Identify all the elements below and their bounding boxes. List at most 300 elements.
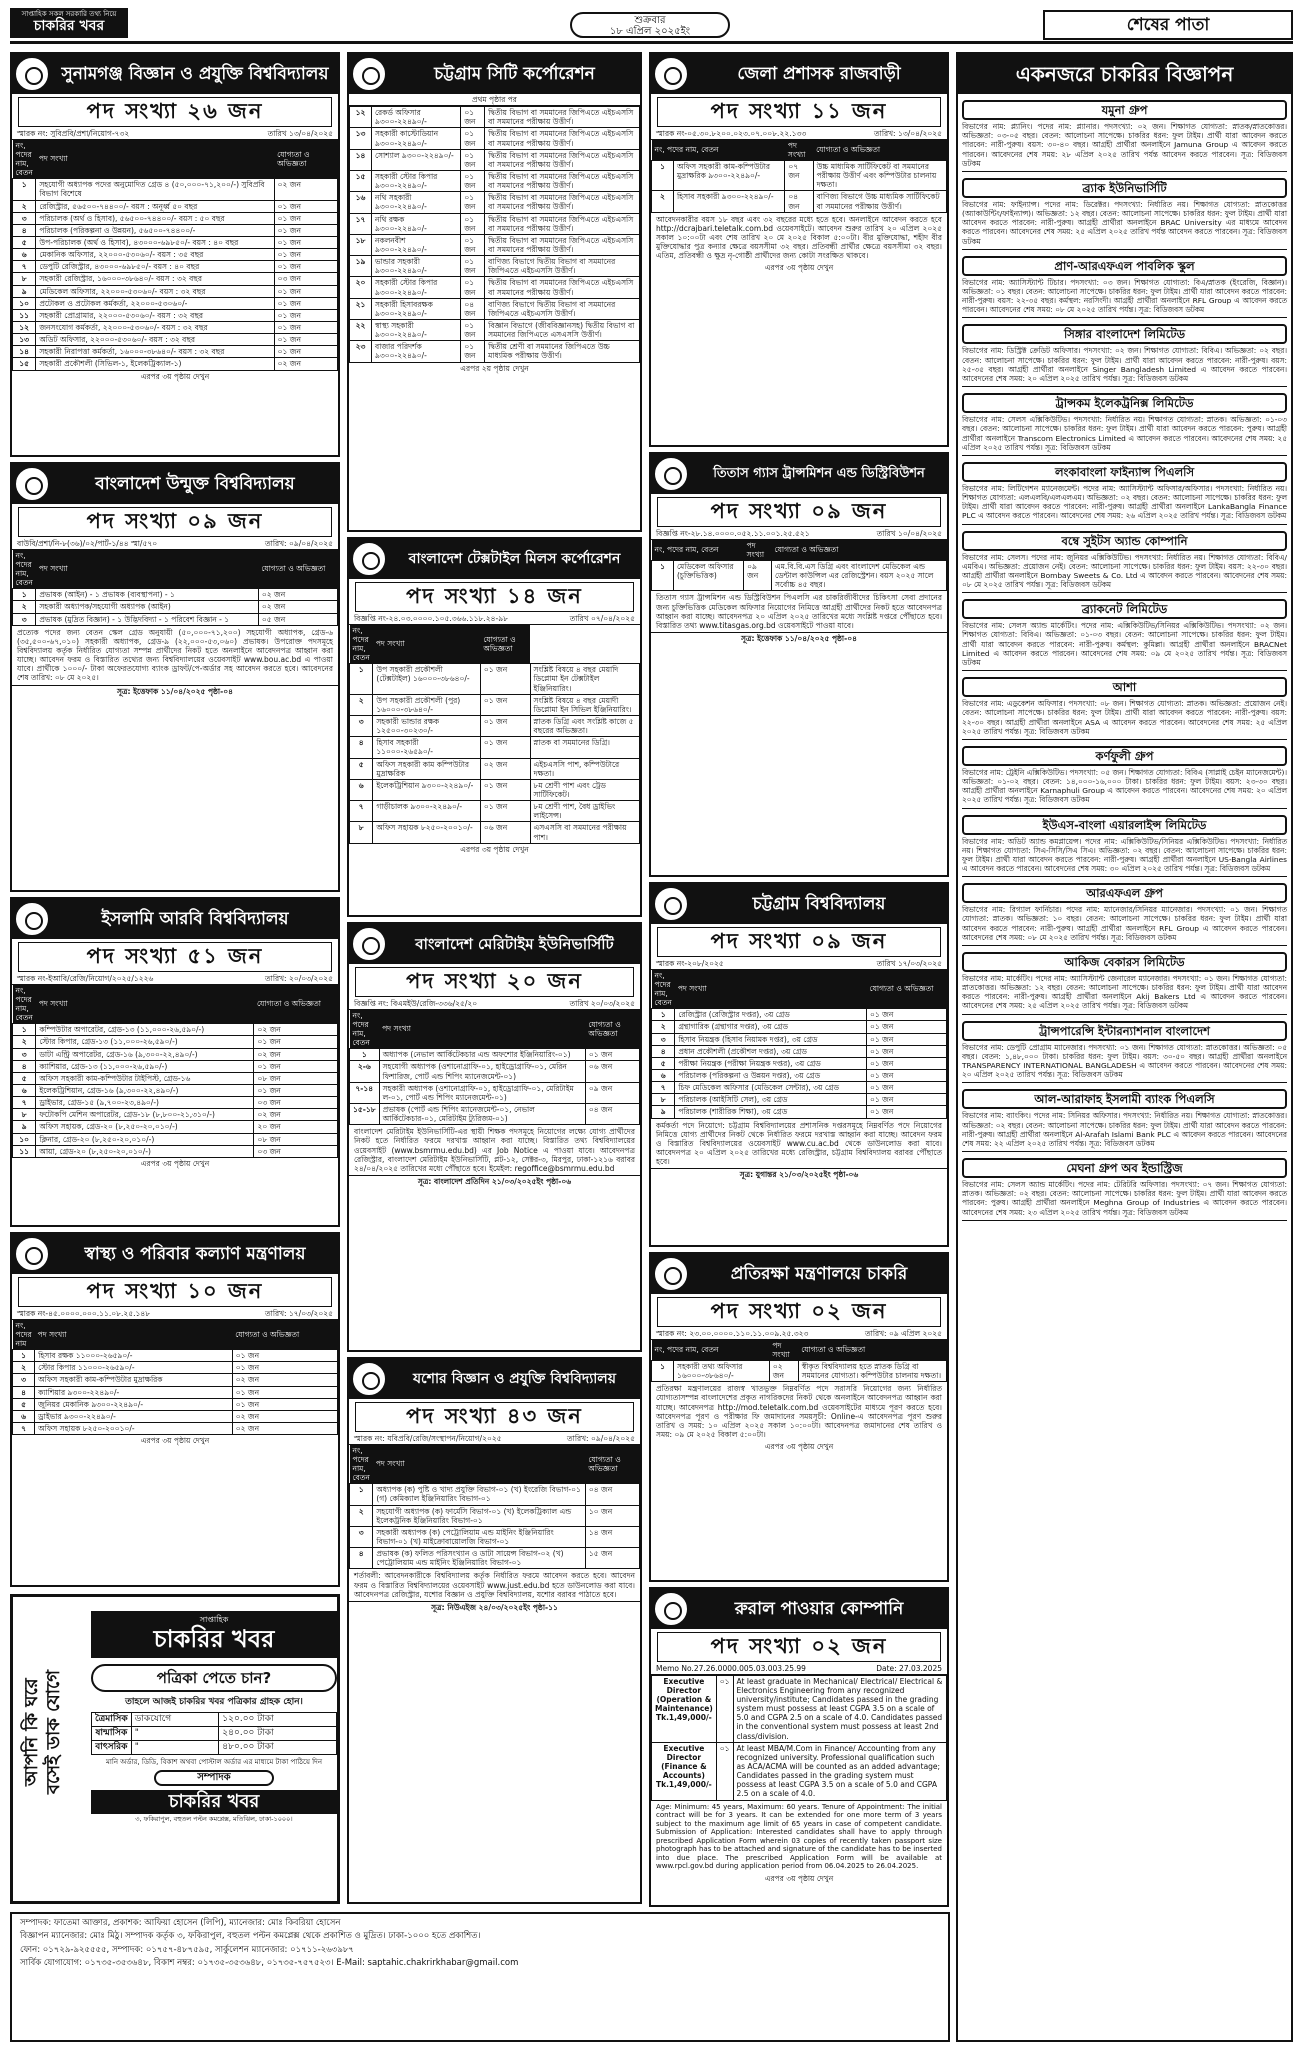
table-row — [652, 1045, 947, 1057]
company-listing — [962, 599, 1287, 671]
ad-title: ইসলামি আরবি বিশ্ববিদ্যালয় — [12, 899, 338, 939]
table-cell: পরিচালক (অর্থ ও হিসাব), ৫৬৫০০-৭৪৪০০/- বয়স : ৫০ বছর — [36, 212, 274, 224]
table-cell: ০১ জন — [585, 1049, 639, 1061]
source-note: সূত্র: নিউএইজ ২৪/০৩/২০২৫ইং পৃষ্ঠা-১১ — [349, 1601, 640, 1613]
table-row — [652, 1082, 947, 1094]
table-cell: ১৯ — [350, 256, 372, 277]
ad-right-column — [956, 52, 1293, 2042]
table-cell: ৭ — [13, 261, 36, 273]
government-seal-icon — [16, 1238, 48, 1270]
company-name: যমুনা গ্রুপ — [962, 100, 1287, 120]
company-name: আশা — [962, 677, 1287, 697]
table-cell: সহকারী প্রকৌশলী (সিভিল-১, ইলেকট্রিক্যাল-১) — [36, 358, 274, 370]
table-cell: ২০ জন — [254, 1121, 338, 1133]
table-row — [652, 561, 947, 591]
table-cell: স্টোর কিপার, গ্রেড-১৩ (১১,০০০-২৬,৫৯০/-) — [36, 1036, 254, 1048]
ref-line: স্মারক নং: সুবিপ্রবি/প্রশা/নিয়োগ-৭৩২ তারিখ ১৩/০৪/২০২৫ — [12, 128, 338, 140]
table-cell: সহকারী তথ্য অফিসার ১৬০০০-৩৮৬৪০/- — [674, 1361, 770, 1382]
table-cell: নথি রক্ষক ৯৩০০-২২৪৯০/- — [372, 213, 461, 234]
table-cell: ০১ জন — [867, 1045, 947, 1057]
table-cell: ০১ জন — [274, 285, 337, 297]
table-cell: রেকর্ড অফিসার ৯৩০০-২২৪৯০/- — [372, 107, 461, 128]
table-cell: ১০ — [13, 297, 36, 309]
masthead-tagline: সাপ্তাহিক সকল সরকারি তথ্য নিয়ে — [21, 10, 117, 18]
table-cell: প্রভাষক (ক) ফলিত পরিসংখ্যান ও ডাটা সায়েন্স বিভাগ-০২ (খ) পেট্রোলিয়াম এন্ড মাইনিং ইঞ্জিনিয়ারিং বিভাগ-০১ — [373, 1548, 586, 1569]
company-listing — [962, 1158, 1287, 1221]
university-seal-icon — [16, 903, 48, 935]
ad-btmc — [347, 537, 642, 917]
company-name: ইউএস-বাংলা এয়ারলাইন্স লিমিটেড — [962, 815, 1287, 835]
ad-body: Age: Minimum: 45 years, Maximum: 60 years. Tenure of Appointment: The initial contract will be for 3 years. It can be extended for one more term of 3 years subject to the maximum age limit of 65 years in case of competent candidate. Submission of Application: Interested candidates shall have to apply through prescribed Application Form wherein 03 copies of recently taken passport size photograph has to be attached and signature of the candidate has to be inserted into due place. The prescribed Application Form will be available at www.rpcl.gov.bd during application period from 06.04.2025 to 26.04.2025. — [656, 1802, 942, 1871]
company-name: সিঙ্গার বাংলাদেশ লিমিটেড — [962, 324, 1287, 344]
table-cell: ০১ — [716, 1675, 733, 1742]
ad-cu — [649, 882, 949, 1247]
company-seal-icon — [655, 458, 687, 490]
table-cell: ০২ জন — [480, 758, 530, 779]
table-cell: ৫ — [652, 1057, 675, 1069]
table-cell: ১১ — [13, 309, 36, 321]
table-cell: ০১ জন — [867, 1009, 947, 1021]
ad-rajbari — [649, 52, 949, 447]
table-row — [350, 694, 640, 715]
table-cell: ৮ম শ্রেণী পাশ, বৈধ ড্রাইভিং লাইসেন্স। — [530, 801, 640, 822]
table-cell: ০১ জন — [274, 297, 337, 309]
table-row — [652, 1361, 947, 1382]
table-cell: ৪ — [13, 1386, 35, 1398]
company-name: আকিজ বেকারস লিমিটেড — [962, 952, 1287, 972]
table-cell: উপ সহকারী প্রকৌশলী (পুর) ১৬০০০-৩৮৬৪০/- — [373, 694, 481, 715]
ref-line: স্মারক নং: ২৩.০০.০০০০.১১০.১১.০০৯.২৫.৩২৩ তারিখ: ০৯ এপ্রিল ২০২৫ — [651, 1328, 947, 1340]
table-cell: ক্যাশিয়ার ৯৩০০-২২৪৯০/- — [35, 1386, 233, 1398]
table-cell: সহকারী কাস্টোডিয়ান ৯৩০০-২২৪৯০/- — [372, 128, 461, 149]
issue-date — [570, 12, 730, 38]
table-row — [350, 737, 640, 758]
table-cell: পরীক্ষা নিয়ন্ত্রক (পরীক্ষা নিয়ন্ত্রক দপ্তর), ৩য় গ্রেড — [675, 1057, 867, 1069]
table-cell: ৮ — [350, 822, 373, 843]
table-cell: বাণিজ্য বিভাগে উচ্চ মাধ্যমিক সার্টিফিকেট বা সমমানের পরীক্ষায় উত্তীর্ণ। — [813, 191, 946, 212]
post-table — [651, 1675, 947, 1801]
table-cell: দ্বিতীয় বিভাগ বা সমমানের জিপিএতে এইচএসসি বা সমমানের পরীক্ষায় উত্তীর্ণ। — [485, 170, 640, 191]
table-cell: পরিচালক (পরিকল্পনা ও উন্নয়ন দপ্তর), ৩য় গ্রেড — [675, 1070, 867, 1082]
continued-note: এরপর ৩য় পৃষ্ঠায় দেখুন — [764, 263, 834, 273]
table-cell: ৬ — [13, 1085, 36, 1097]
ad-title: চট্টগ্রাম সিটি কর্পোরেশন — [349, 54, 640, 94]
table-cell: ০১ জন — [461, 149, 485, 170]
table-cell: ০৪ জন — [461, 298, 485, 319]
table-row — [652, 1742, 947, 1800]
table-cell: ০২ জন — [274, 358, 337, 370]
table-cell: প্রটোকল ও প্রটোকল কর্মকর্তা, ২২০০০-৫৩০৬০/- — [36, 297, 274, 309]
table-cell: ১ — [13, 179, 36, 200]
table-row — [350, 1526, 640, 1547]
table-row — [13, 1410, 338, 1422]
table-cell: ৬ — [652, 1070, 675, 1082]
table-row — [13, 261, 338, 273]
imprint-line: বিজ্ঞাপন ম্যানেজার: মোঃ মিঠু। সম্পাদক কর্তৃক ৩, ফকিরাপুল, বহুতল পল্টন কমপ্লেক্স থেকে প্রকাশিত ও মুদ্রিত। ঢাকা-১০০০ হতে প্রকাশিত। — [20, 1931, 481, 1942]
table-cell: ১৬ — [350, 192, 372, 213]
company-listing — [962, 531, 1287, 594]
company-details: বিভাগের নাম: ট্রেইনি এক্সিকিউটিভ। পদসংখ্যা: ০৫ জন। শিক্ষাগত যোগ্যতা: বিবিএ (সাপ্লাই চেইন ম্যানেজমেন্ট)। অভিজ্ঞতা: ০১-০২ বছর। বেতন: ১৪,০০০-১৬,০০০ টাকা। চাকরির ধরন: ফুল টাইম। বয়স: ২৩-৩০ বছর। আগ্রহী প্রার্থীরা অনলাইনে Karnaphuli Group এ আবেদন করতে পারবেন। আবেদনের শেষ সময়: ২০ এপ্রিল ২০২৫ তারিখ পর্যন্ত। সূত্র: বিডিজবস ডটকম — [962, 767, 1287, 805]
table-row — [13, 237, 338, 249]
table-cell: ০১ জন — [867, 1033, 947, 1045]
ad-body: শর্তাবলী: আবেদনকারীকে বিশ্ববিদ্যালয় কর্তৃক নির্ধারিত ফরমে আবেদন করতে হবে। আবেদন ফরম ও বিস্তারিত বিশ্ববিদ্যালয়ের ওয়েবসাইট www.just.edu.bd হতে ডাউনলোড করা যাবে। আবেদনপত্র রেজিস্ট্রার, যশোর বিজ্ঞান ও প্রযুক্তি বিশ্ববিদ্যালয়, যশোর বরাবর পাঠাতে হবে। — [354, 1571, 635, 1599]
post-table: নং, পদের নাম, বেতন পদ সংখ্যা যোগ্যতা ও অভিজ্ঞতা ১ প্রভাষক (আইন) - ১ প্রভাষক (ব্যবস্থাপনা) - ১ ০২ জন ২ সহকারী অধ্যাপক/সহযোগী অধ্যাপক (আইন) ০২ জন ৩ প্রভাষক (মুদ্রিত বিজ্ঞান) - ১ উদ্ভিদবিদ্যা - ১ পরিবেশ বিজ্ঞান - ১ ০৫ জন — [12, 550, 338, 626]
post-table: নং, পদের নাম, বেতন পদ সংখ্যা যোগ্যতা ও অভিজ্ঞতা ১ সহযোগী অধ্যাপক পদের অনুমোদিত গ্রেড ৪ (৫০,০০০-৭১,২০০/-) সুবিপ্রবি বিভাগ বিশেষে ০২ জন ২ রেজিস্ট্রার, ৫৬৫০০-৭৪৪০০/- বয়স : অনূর্ধ্ব ৫০ বছর ০১ জন ৩ পরিচালক (অর্থ ও হিসাব), ৫৬৫০০-৭৪৪০০/- বয়স : ৫০ বছর ০১ জন ৪ পরিচালক (পরিকল্পনা ও উন্নয়ন), ৫৬৫০০-৭৪৪০০/- ০১ জন ৫ উপ-পরিচালক (অর্থ ও হিসাব), ৪৩০০০-৬৯৮৫০/- বয়স : ৪০ বছর ০১ জন ৬ মেকানিক অফিসার, ২২০০০-৫৩০৬০/- বয়স : ৩৫ বছর ০১ জন ৭ ডেপুটি রেজিস্ট্রার, ৪৩০০০-৬৯৮৫০/- বয়স : ৪০ বছর ০১ জন ৮ সহকারী রেজিস্ট্রার, ১৬০০০-৩৮৬৪০/- বয়স : ৩২ বছর ০৩ জন ৯ মেডিকেল অফিসার, ২২০০০-৫৩০৬০/- বয়স : ৩২ বছর ০১ জন ১০ প্রটোকল ও প্রটোকল কর্মকর্তা, ২২০০০-৫৩০৬০/- ০১ জন ১১ সহকারী প্রোগ্রামার, ২২০০০-৫৩০৬০/- বয়স : ৩২ বছর ০১ জন ১২ জনসংযোগ কর্মকর্তা, ২২০০০-৫৩০৬০/- বয়স : ৩২ বছর ০১ জন ১৩ অডিট অফিসার, ২২০০০-৫৩০৬০/- বয়স : ৩২ বছর ০১ জন ১৪ সহকারী নিরাপত্তা কর্মকর্তা, ১৬০০০-৩৮৬৪০/- বয়স : ৩২ বছর ০১ জন ১৫ সহকারী প্রকৌশলী (সিভিল-১, ইলেকট্রিক্যাল-১) ০২ জন — [12, 140, 338, 371]
company-details: বিভাগের নাম: সেলস। পদের নাম: জুনিয়র এক্সিকিউটিভ। পদসংখ্যা: নির্ধারিত নয়। শিক্ষাগত যোগ্যতা: বিবিএ/এমবিএ। অভিজ্ঞতা: প্রয়োজন নেই। বেতন: আলোচনা সাপেক্ষে। চাকরির ধরন: ফুল টাইম। বয়স: ২২-৩০ বছর। আগ্রহী প্রার্থীরা অনলাইনে Bombay Sweets & Co. Ltd এ আবেদন করতে পারবেন। আবেদনের শেষ সময়: ০৮ মে ২০২৫ তারিখ পর্যন্ত। সূত্র: বিডিজবস ডটকম — [962, 552, 1287, 590]
table-cell: ৮ — [13, 273, 36, 285]
subscription-ad — [10, 1594, 340, 1904]
table-row — [13, 1036, 338, 1048]
table-cell: নথি সহকারী ৯৩০০-২২৪৯০/- — [372, 192, 461, 213]
table-cell: ৯ — [13, 1121, 36, 1133]
source-note: সূত্র: বাংলাদেশ প্রতিদিন ২১/০৩/২০২৫ইং পৃষ্ঠা-০৬ — [349, 1175, 640, 1187]
table-cell: ০১ জন — [461, 256, 485, 277]
table-cell: ০১ জন — [461, 128, 485, 149]
table-row — [350, 1104, 640, 1125]
table-cell: সহকারী অধ্যাপক (ক) পেট্রোলিয়াম এন্ড মাইনিং ইঞ্জিনিয়ারিং বিভাগ-০১ (খ) মাইক্রোবায়োলজি বিভাগ-০১ — [373, 1526, 586, 1547]
table-cell: ডাকযোগে — [131, 1713, 219, 1727]
table-cell: ১২ — [13, 322, 36, 334]
table-cell: ২ — [13, 601, 36, 613]
table-cell: ৫ — [350, 758, 373, 779]
table-cell: ১ — [13, 1024, 36, 1036]
company-listing — [962, 815, 1287, 878]
ad-title: রুরাল পাওয়ার কোম্পানি — [651, 1589, 947, 1629]
subscription-slogan: আপনি কি ঘরে বসেই ডাক যোগে — [21, 1669, 64, 1795]
table-cell: ২ — [652, 1021, 675, 1033]
table-row — [350, 1505, 640, 1526]
table-cell: ০৯ জন — [585, 1082, 639, 1103]
table-cell: ০২ জন — [254, 1048, 338, 1060]
post-count: পদ সংখ্যা ২৬ জন — [18, 97, 332, 127]
table-cell: ড্রাইভার, গ্রেড-১৫ (৯,৭০০-২৩,৪৯০/-) — [36, 1097, 254, 1109]
table-cell: ১৫ — [13, 358, 36, 370]
table-row — [350, 341, 640, 362]
table-row — [652, 1021, 947, 1033]
table-row — [13, 1121, 338, 1133]
table-cell: ০১ জন — [274, 261, 337, 273]
table-cell: অডিট অফিসার, ২২০০০-৫৩০৬০/- বয়স : ৩২ বছর — [36, 334, 274, 346]
table-cell: অফিস সহায়ক ৮২৫০-২০০১০/- — [35, 1423, 233, 1435]
table-cell: ১ — [13, 589, 36, 601]
company-name: ব্র্যাক ইউনিভার্সিটি — [962, 178, 1287, 198]
table-row — [13, 1374, 338, 1386]
table-cell: বাণিজ্য বিভাগে দ্বিতীয় বিভাগ বা সমমানের জিপিএতে এইচএসসি উত্তীর্ণ। — [485, 298, 640, 319]
table-cell: ০১ জন — [274, 212, 337, 224]
table-row — [652, 1070, 947, 1082]
table-cell: ০৯ জন — [744, 561, 772, 591]
ad-title: চট্টগ্রাম বিশ্ববিদ্যালয় — [651, 884, 947, 924]
table-cell: ডাটা এন্ট্রি অপারেটর, গ্রেড-১৬ (৯,৩০০-২২,৪৯০/-) — [36, 1048, 254, 1060]
ad-body: কর্মকর্তা পদে নিয়োগে: চট্টগ্রাম বিশ্ববিদ্যালয়ের প্রশাসনিক দপ্তরসমূহে নিম্নবর্ণিত পদে নিয়োগের নিমিত্তে যোগ্য প্রার্থীদের নিকট থেকে নির্ধারিত ফরমে দরখাস্ত আহ্বান করা যাচ্ছে। আবেদন ফরম ও বিস্তারিত বিশ্ববিদ্যালয়ের ওয়েবসাইট www.cu.ac.bd থেকে ডাউনলোড করা যাবে। আবেদনপত্র ২০ এপ্রিল ২০২৫ তারিখের মধ্যে রেজিস্ট্রার, চট্টগ্রাম বিশ্ববিদ্যালয় বরাবর পৌঁছাতে হবে। — [656, 1120, 942, 1167]
table-cell: ৩ — [13, 212, 36, 224]
ref-line: বিজ্ঞপ্তি নং-২৪.০৩.০০০০.১০৫.৩৬৬.১১৮.২৪-৯৮ তারিখ ০৭/০৪/২০২৫ — [349, 613, 640, 625]
company-listing — [962, 1089, 1287, 1152]
table-cell: ০১ জন — [232, 1386, 337, 1398]
ref-line: বাউবি/প্রশা/নি-৮(৩৬)/০২/পার্ট-১/৪৪ স্মা/৫৭০ তারিখ: ০৯/০৪/২০২৫ — [12, 538, 338, 550]
table-cell: ০৪ জন — [585, 1104, 639, 1125]
table-cell: ০১ জন — [867, 1070, 947, 1082]
table-cell: সহকারী ভান্ডার রক্ষক ১২৫০০-৩০২৩০/- — [373, 716, 481, 737]
table-cell: ৭ — [652, 1082, 675, 1094]
ad-title: যশোর বিজ্ঞান ও প্রযুক্তি বিশ্ববিদ্যালয় — [349, 1359, 640, 1399]
university-seal-icon — [655, 888, 687, 920]
table-cell: ০৭ জন — [785, 161, 813, 191]
right-column-title: একনজরে চাকরির বিজ্ঞাপন — [958, 54, 1291, 94]
company-listing — [962, 1021, 1287, 1084]
table-row — [13, 1398, 338, 1410]
table-row — [350, 758, 640, 779]
table-cell: ০৪ জন — [785, 191, 813, 212]
table-row — [13, 200, 338, 212]
table-row — [13, 334, 338, 346]
table-cell: ০১ জন — [461, 192, 485, 213]
table-cell: হিসাব সহকারী ৯৩০০-২২৪৯০/- — [674, 191, 785, 212]
table-cell: ০১ জন — [867, 1082, 947, 1094]
ad-title: বাংলাদেশ টেক্সটাইল মিলস কর্পোরেশন — [349, 539, 640, 579]
company-details: বিভাগের নাম: সেলস অ্যান্ড মার্কেটিং। পদের নাম: টেরিটরি অফিসার। পদসংখ্যা: ০৭ জন। শিক্ষাগত যোগ্যতা: স্নাতক। অভিজ্ঞতা: ০২ বছর। বেতন: আলোচনা সাপেক্ষে। চাকরির ধরন: ফুল টাইম। প্রার্থী যারা আবেদন করতে পারবেন: পুরুষ। আগ্রহী প্রার্থীরা অনলাইনে Meghna Group of Industries এ আবেদন করতে পারবেন। আবেদনের শেষ সময়: ২৩ এপ্রিল ২০২৫ তারিখ পর্যন্ত। সূত্র: বিডিজবস ডটকম — [962, 1180, 1287, 1217]
table-cell: ১৪ — [350, 149, 372, 170]
table-row — [652, 161, 947, 191]
table-cell: প্রধান প্রকৌশলী (প্রকৌশল দপ্তর), ৩য় গ্রেড — [675, 1045, 867, 1057]
table-cell: " — [131, 1727, 219, 1741]
table-cell: Executive Director (Finance & Accounts) Tk.1,49,000/- — [652, 1742, 717, 1800]
table-cell: ০১ জন — [232, 1362, 337, 1374]
table-cell: ২ — [350, 1505, 373, 1526]
table-row — [652, 1009, 947, 1021]
table-cell: ০১ জন — [867, 1057, 947, 1069]
table-cell: ০১ জন — [461, 341, 485, 362]
table-cell: ০৫ জন — [258, 613, 337, 625]
table-cell: ইলেকট্রিশিয়ান ৯৩০০-২২৪৯০/- — [373, 779, 481, 800]
post-table: নং, পদের নাম, বেতন পদ সংখ্যা যোগ্যতা ও অভিজ্ঞতা ১ অধ্যাপক (নেভাল আর্কিটেকচার এন্ড অফশোর ইঞ্জিনিয়ারিং-০১) ০১ জন ২-৬ সহযোগী অধ্যাপক (ওশানোগ্রাফি-০১, হাইড্রোগ্রাফি-০১, মেরিন ফিশারিজ, পোর্ট এন্ড শিপিং ম্যানেজমেন্ট-০১) ০৬ জন ৭-১৪ সহকারী অধ্যাপক (ওশানোগ্রাফি-০১, হাইড্রোগ্রাফি-০১, মেরিটাইম ল-০১, পোর্ট এন্ড শিপিং ম্যানেজমেন্ট-০১) ০৯ জন ১৫-১৮ প্রভাষক (পোর্ট এন্ড শিপিং ম্যানেজমেন্ট-০১, নেভাল আর্কিটেকচার-০১, মেরিটাইম ট্যুরিজম-০১) ০৪ জন — [349, 1010, 640, 1126]
table-cell: পরিচালক (শারীরিক শিক্ষা), ৩য় গ্রেড — [675, 1106, 867, 1118]
table-cell: ০১ জন — [274, 249, 337, 261]
table-cell: ৩ — [350, 716, 373, 737]
company-name: আল-আরাফাহ ইসলামী ব্যাংক পিএলসি — [962, 1089, 1287, 1109]
table-cell: সোশ্যাল ৯৩০০-২২৪৯০/- — [372, 149, 461, 170]
company-name: বম্বে সুইটস অ্যান্ড কোম্পানি — [962, 531, 1287, 551]
table-row — [13, 285, 338, 297]
table-row — [350, 128, 640, 149]
last-page-label: শেষের পাতা — [1043, 10, 1293, 40]
table-cell: চিফ মেডিকেল অফিসার (মেডিকেল সেন্টার), ৩য় গ্রেড — [675, 1082, 867, 1094]
table-row — [350, 779, 640, 800]
post-count: পদ সংখ্যা ০৯ জন — [657, 927, 941, 957]
table-cell: ৬ — [350, 779, 373, 800]
ad-title: বাংলাদেশ মেরিটাইম ইউনিভার্সিটি — [349, 924, 640, 964]
continued-note: এরপর ৩য় পৃষ্ঠায় দেখুন — [140, 1436, 210, 1446]
table-row — [13, 1362, 338, 1374]
table-cell: ফটোকপি মেশিন অপারেটর, গ্রেড-১৮ (৮,৮০০-২১,৩১০/-) — [36, 1109, 254, 1121]
table-cell: ০২ জন — [274, 179, 337, 200]
post-count: পদ সংখ্যা ১১ জন — [657, 97, 941, 127]
table-cell: উপ সহকারী প্রকৌশলী (টেক্সটাইল) ১৬০০০-৩৮৬৪০/- — [373, 664, 481, 694]
imprint-footer — [10, 1912, 950, 2042]
post-table: নং, পদের নাম, বেতন পদ সংখ্যা যোগ্যতা ও অভিজ্ঞতা ১ উপ সহকারী প্রকৌশলী (টেক্সটাইল) ১৬০০০-৩৮৬৪০/- ০১ জন সংশ্লিষ্ট বিষয়ে ৪ বছর মেয়াদি ডিপ্লোমা ইন টেক্সটাইল ইঞ্জিনিয়ারিং। ২ উপ সহকারী প্রকৌশলী (পুর) ১৬০০০-৩৮৬৪০/- ০১ জন সংশ্লিষ্ট বিষয়ে ৪ বছর মেয়াদী ডিপ্লোমা ইন সিভিল ইঞ্জিনিয়ারিং। ৩ সহকারী ভান্ডার রক্ষক ১২৫০০-৩০২৩০/- ০১ জন স্নাতক ডিগ্রি এবং সংশ্লিষ্ট কাজে ৫ বছরের অভিজ্ঞতা। ৪ হিসাব সহকারী ১১০০০-২৬৫৯০/- ০১ জন স্নাতক বা সমমানের ডিগ্রি। ৫ অফিস সহকারী কাম কম্পিউটার মুদ্রাক্ষরিক ০২ জন এইচএসসি পাশ, কম্পিউটারে দক্ষতা। ৬ ইলেকট্রিশিয়ান ৯৩০০-২২৪৯০/- ০১ জন ৮ম শ্রেণী পাশ এবং ট্রেড সার্টিফিকেট। ৭ গাড়ীচালক ৯৩০০-২২৪৯০/- ০১ জন ৮ম শ্রেণী পাশ, বৈধ ড্রাইভিং লাইসেন্স। ৮ অফিস সহায়ক ৮২৫০-২০০১০/- ০৬ জন এসএসসি বা সমমানের পরীক্ষায় পাশ। — [349, 625, 640, 844]
table-cell: ৯ — [652, 1106, 675, 1118]
company-details: বিভাগের নাম: ডেপুটি প্রোগ্রাম ম্যানেজার। পদসংখ্যা: ০১ জন। শিক্ষাগত যোগ্যতা: স্নাতকোত্তর। অভিজ্ঞতা: ০৫ বছর। বেতন: ১,৪৮,০০০ টাকা। চাকরির ধরন: ফুল টাইম। বয়স: ৩০-৫০ বছর। আগ্রহী প্রার্থীরা অনলাইনে TRANSPARENCY INTERNATIONAL BANGLADESH এ আবেদন করতে পারবেন। আবেদনের শেষ সময়: ২০ এপ্রিল ২০২৫ তারিখ পর্যন্ত। সূত্র: বিডিজবস ডটকম — [962, 1042, 1287, 1080]
table-cell: মেকানিক অফিসার, ২২০০০-৫৩০৬০/- বয়স : ৩৫ বছর — [36, 249, 274, 261]
table-row — [350, 149, 640, 170]
table-row — [350, 1061, 640, 1082]
table-row — [350, 1082, 640, 1103]
table-cell: অফিস সহকারী কাম কম্পিউটার মুদ্রাক্ষরিক — [373, 758, 481, 779]
table-cell: ক্লিনার, গ্রেড-২০ (৮,২৫০-২০,০১০/-) — [36, 1133, 254, 1145]
company-details: বিভাগের নাম: সেলস এক্সিকিউটিভ। পদসংখ্যা: নির্ধারিত নয়। শিক্ষাগত যোগ্যতা: স্নাতক। অভিজ্ঞতা: ০১-০৩ বছর। বেতন: আলোচনা সাপেক্ষে। চাকরির ধরন: ফুল টাইম। প্রার্থী যারা আবেদন করতে পারবেন: পুরুষ। আগ্রহী প্রার্থীরা অনলাইনে Transcom Electronics Limited এ আবেদন করতে পারবেন। আবেদনের শেষ সময়: ২৫ এপ্রিল ২০২৫ তারিখ পর্যন্ত। সূত্র: বিডিজবস ডটকম — [962, 415, 1287, 452]
table-row — [652, 1094, 947, 1106]
table-cell: ৩ — [13, 613, 36, 625]
table-row — [652, 1675, 947, 1742]
imprint-line: সার্বিক যোগাযোগ: ০১৭৩৫-৩৫৩৬৪৮, বিকাশ নম্বর: ০১৭৩৫-৩৫৩৬৪৮, ০১৭৩৫-৭৫৭৫২৩। E-Mail: saptahic.chakrirkhabar@gmail.com — [20, 1958, 519, 1969]
company-seal-icon — [655, 1593, 687, 1625]
table-cell: ১৫-১৮ — [350, 1104, 380, 1125]
table-row — [13, 1048, 338, 1060]
table-cell: ০২ জন — [232, 1423, 337, 1435]
table-row — [350, 170, 640, 191]
table-cell: নকলনবীশ ৯৩০০-২২৪৯০/- — [372, 234, 461, 255]
company-name: মেঘনা গ্রুপ অব ইন্ডাস্ট্রিজ — [962, 1158, 1287, 1178]
source-note: সূত্র: ইত্তেফাক ১১/০৪/২০২৫ পৃষ্ঠা-০৪ — [12, 685, 338, 697]
post-count: পদ সংখ্যা ০৯ জন — [657, 497, 941, 527]
table-row — [13, 309, 338, 321]
table-cell: ০১ জন — [274, 322, 337, 334]
ad-body: প্রতিরক্ষা মন্ত্রণালয়ের রাজস্ব খাতভুক্ত নিম্নবর্ণিত পদে সরাসরি নিয়োগের জন্য নির্ধারিত যোগ্যতাসম্পন্ন বাংলাদেশের প্রকৃত নাগরিকদের নিকট থেকে অনলাইনে আবেদনপত্র আহ্বান করা যাচ্ছে। আবেদনপত্র http://mod.teletalk.com.bd ওয়েবসাইটের মাধ্যমে পূরণ করতে হবে। আবেদনপত্র পূরণ ও পরীক্ষার ফি জমাদানের সময়সূচী: Online-এ আবেদনপত্র পূরণ শুরুর তারিখ ও সময়: ১০ এপ্রিল ২০২৫ সকাল ১০:০০টা। আবেদনপত্র জমাদানের শেষ তারিখ ও সময়: ০৯ মে ২০২৫ বিকাল ৫:০০টা। — [656, 1384, 942, 1440]
table-cell: বাজার পরিদর্শক ৯৩০০-২২৪৯০/- — [372, 341, 461, 362]
post-count: পদ সংখ্যা ১০ জন — [18, 1277, 332, 1307]
table-cell: হিসাব রক্ষক ১১০০০-২৬৫৯০/- — [35, 1350, 233, 1362]
ad-bsmrmu — [347, 922, 642, 1352]
table-cell: স্নাতক ডিগ্রি এবং সংশ্লিষ্ট কাজে ৫ বছরের অভিজ্ঞতা। — [530, 716, 640, 737]
table-cell: ০৮ জন — [254, 1133, 338, 1145]
post-table: নং, পদের নাম, বেতন পদ সংখ্যা যোগ্যতা ও অভিজ্ঞতা ১ অধ্যাপক (ক) পুষ্টি ও খাদ্য প্রযুক্তি বিভাগ-০১ (খ) ইংরেজি বিভাগ-০১ (গ) কেমিক্যাল ইঞ্জিনিয়ারিং বিভাগ-০১ ০৪ জন ২ সহযোগী অধ্যাপক (ক) ফার্মেসি বিভাগ-০১ (খ) ইলেকট্রিক্যাল এন্ড ইলেকট্রনিক ইঞ্জিনিয়ারিং বিভাগ-০১ ১০ জন ৩ সহকারী অধ্যাপক (ক) পেট্রোলিয়াম এন্ড মাইনিং ইঞ্জিনিয়ারিং বিভাগ-০১ (খ) মাইক্রোবায়োলজি বিভাগ-০১ ১৪ জন ৪ প্রভাষক (ক) ফলিত পরিসংখ্যান ও ডাটা সায়েন্স বিভাগ-০২ (খ) পেট্রোলিয়াম এন্ড মাইনিং ইঞ্জিনিয়ারিং বিভাগ-০১ ১৫ জন — [349, 1445, 640, 1570]
table-cell: ১৭ — [350, 213, 372, 234]
table-cell: Executive Director (Operation & Maintenance) Tk.1,49,000/- — [652, 1675, 717, 1742]
table-cell: ৩ — [350, 1526, 373, 1547]
table-cell: ২৪০.০০ টাকা — [219, 1727, 337, 1741]
company-listing — [962, 256, 1287, 319]
table-cell: ০৬ জন — [480, 822, 530, 843]
company-name: লংকাবাংলা ফাইন্যান্স পিএলসি — [962, 462, 1287, 482]
table-cell: অফিস সহকারী কাম-কম্পিউটার মুদ্রাক্ষরিক ৯৩০০-২২৪৯০/- — [674, 161, 785, 191]
table-cell: ৫ — [13, 1398, 35, 1410]
company-name: আরএফএল গ্রুপ — [962, 883, 1287, 903]
table-cell: অফিস সহায়ক ৮২৫০-২০০১০/- — [373, 822, 481, 843]
post-count: পদ সংখ্যা ২০ জন — [355, 967, 634, 997]
table-cell: ০১ জন — [480, 694, 530, 715]
ref-line: Memo No.27.26.0000.005.03.003.25.99 Date: 27.03.2025 — [651, 1663, 947, 1675]
table-cell: ইলেকট্রিশিয়ান, গ্রেড-১৬ (৯,৩০০-২২,৪৯০/-) — [36, 1085, 254, 1097]
table-cell: ১৮ — [350, 234, 372, 255]
subscription-bottom-logo: চাকরির খবর — [91, 1790, 337, 1814]
ref-line: বিজ্ঞপ্তি নং-২৮.১৪.০০০০.০৫২.১১.০০১.২৫.৫২১ তারিখ ১০/০৪/২০২৫ — [651, 528, 947, 540]
table-row — [13, 346, 338, 358]
table-cell: ২১ — [350, 298, 372, 319]
table-row — [652, 1057, 947, 1069]
table-cell: ২৩ — [350, 341, 372, 362]
table-row — [13, 1097, 338, 1109]
table-cell: জুনিয়র মেকানিক ৯৩০০-২২৪৯০/- — [35, 1398, 233, 1410]
table-cell: ০১ — [716, 1742, 733, 1800]
table-row — [92, 1713, 337, 1727]
ad-body: আবেদনকারীর বয়স ১৮ বছর এবং ৩২ বছরের মধ্যে হতে হবে। অনলাইনে আবেদন করতে হবে http://dcrajbari.teletalk.com.bd ওয়েবসাইটে। আবেদন শুরুর তারিখ ২০ এপ্রিল ২০২৫ সকাল ১০:০০টা এবং শেষ তারিখ ২০ মে ২০২৫ বিকাল ৫:০০টা। বীর মুক্তিযোদ্ধা, শহীদ বীর মুক্তিযোদ্ধার পুত্র কন্যার ক্ষেত্রে বয়সসীমা ৩২ বছর। প্রতিবন্ধী প্রার্থীর ক্ষেত্রে বয়সসীমা ৩২ বছর। এতিম, প্রতিবন্ধী ও ক্ষুদ্র নৃ-গোষ্ঠী প্রার্থীদের জন্য কোটা সংরক্ষিত থাকবে। — [656, 214, 942, 261]
table-row — [92, 1741, 337, 1755]
table-cell: পরিচালক (পরিকল্পনা ও উন্নয়ন), ৫৬৫০০-৭৪৪০০/- — [36, 224, 274, 236]
table-cell: ০২ জন — [258, 589, 337, 601]
table-cell: ৫ — [13, 237, 36, 249]
table-row — [13, 1386, 338, 1398]
table-row — [13, 249, 338, 261]
table-cell: বাণিজ্য বিভাগে দ্বিতীয় বিভাগ বা সমমানের জিপিএতে এইচএসসি উত্তীর্ণ। — [485, 256, 640, 277]
table-cell: ০১ জন — [254, 1060, 338, 1072]
government-seal-icon — [655, 58, 687, 90]
table-cell: ৮ — [652, 1094, 675, 1106]
table-cell: ১৫ জন — [585, 1548, 639, 1569]
company-details: বিভাগের নাম: ফাইন্যান্স। পদের নাম: ডিরেক্টর। পদসংখ্যা: নির্ধারিত নয়। শিক্ষাগত যোগ্যতা: স্নাতকোত্তর (অ্যাকাউন্টিং/ফাইন্যান্স)। অভিজ্ঞতা: ১২ বছর। বেতন: আলোচনা সাপেক্ষে। চাকরির ধরন: ফুল টাইম। প্রার্থী যারা আবেদন করতে পারবেন: নারী-পুরুষ। আগ্রহী প্রার্থীরা অনলাইনে BRAC University এর মাধ্যমে আবেদন করতে পারবেন। আবেদনের শেষ সময়: ২৫ এপ্রিল ২০২৫ তারিখ পর্যন্ত আবেদন করতে পারবেন। সূত্র: বিডিজবস ডটকম — [962, 199, 1287, 246]
company-details: বিভাগের নাম: প্ল্যানিং। পদের নাম: প্ল্যানার। পদসংখ্যা: ০২ জন। শিক্ষাগত যোগ্যতা: স্নাতক/স্নাতকোত্তর। অভিজ্ঞতা: ০৩-০৫ বছর। বেতন: আলোচনা সাপেক্ষে। চাকরির ধরন: ফুল টাইম। প্রার্থী যারা আবেদন করতে পারবেন: নারী-পুরুষ। বয়স: ৩০-৪০ বছর। আগ্রহী প্রার্থীরা অনলাইনে Jamuna Group এ আবেদন করতে পারবেন। আবেদনের শেষ সময়: ২৮ এপ্রিল ২০২৫ তারিখ পর্যন্ত আবেদন করতে পারবেন। সূত্র: বিডিজবস ডটকম — [962, 122, 1287, 168]
table-cell: প্রভাষক (পোর্ট এন্ড শিপিং ম্যানেজমেন্ট-০১, নেভাল আর্কিটেকচার-০১, মেরিটাইম ট্যুরিজম-০১) — [379, 1104, 585, 1125]
table-cell: উপ-পরিচালক (অর্থ ও হিসাব), ৪৩০০০-৬৯৮৫০/- বয়স : ৪০ বছর — [36, 237, 274, 249]
table-cell: ৪ — [13, 224, 36, 236]
table-cell: উচ্চ মাধ্যমিক সার্টিফিকেট বা সমমানের পরীক্ষায় উত্তীর্ণ এবং কম্পিউটার চালনায় দক্ষতা। — [813, 161, 946, 191]
table-row — [350, 801, 640, 822]
table-cell: ০১ জন — [461, 107, 485, 128]
table-cell: ১৪ জন — [585, 1526, 639, 1547]
ad-mod — [649, 1252, 949, 1582]
table-row — [350, 256, 640, 277]
table-cell: গাড়ীচালক ৯৩০০-২২৪৯০/- — [373, 801, 481, 822]
company-details: বিভাগের নাম: লিটিগেশন ম্যানেজমেন্ট। পদের নাম: অ্যাসিস্ট্যান্ট অফিসার/অফিসার। পদসংখ্যা: নির্ধারিত নয়। শিক্ষাগত যোগ্যতা: এলএলবি/এলএলএম। অভিজ্ঞতা: ০২ বছর। বেতন: আলোচনা সাপেক্ষে। চাকরির ধরন: ফুল টাইম। প্রার্থী যারা আবেদন করতে পারবেন: নারী-পুরুষ। আগ্রহী প্রার্থীরা অনলাইনে LankaBangla Finance PLC এ আবেদন করতে পারবেন। আবেদনের শেষ সময়: ২৬ এপ্রিল ২০২৫ তারিখ পর্যন্ত। সূত্র: বিডিজবস ডটকম — [962, 483, 1287, 521]
post-count: পদ সংখ্যা ০২ জন — [657, 1632, 941, 1662]
table-cell: ভান্ডার সহকারী ৯৩০০-২২৪৯০/- — [372, 256, 461, 277]
post-table: নং, পদের নাম, বেতন পদ সংখ্যা যোগ্যতা ও অভিজ্ঞতা ১ মেডিকেল অফিসার (চুক্তিভিত্তিক) ০৯ জন এম.বি.বি.এস ডিগ্রি এবং বাংলাদেশ মেডিকেল এন্ড ডেন্টাল কাউন্সিল এর রেজিস্ট্রেশন। বয়স ২০২৫ সালে সর্বোচ্চ ৪৫ বছর। — [651, 540, 947, 592]
table-cell: ৩ — [13, 1374, 35, 1386]
ref-line: স্মারক নং: যবিপ্রবি/রেজি/সংস্থাপন/নিয়োগ/২০২৫ তারিখ: ০৯/০৪/২০২৫ — [349, 1433, 640, 1445]
table-cell: কম্পিউটার অপারেটর, গ্রেড-১৩ (১১,০০০-২৬,৫৯০/-) — [36, 1024, 254, 1036]
table-cell: ০১ জন — [461, 213, 485, 234]
table-cell: বিজ্ঞান বিভাগে (জীববিজ্ঞানসহ) দ্বিতীয় বিভাগ বা সমমানের জিপিএতে এসএসসি উত্তীর্ণ। — [485, 319, 640, 340]
table-cell: ০১ জন — [254, 1036, 338, 1048]
table-cell: স্বাস্থ্য সহকারী ৯৩০০-২২৪৯০/- — [372, 319, 461, 340]
table-row — [13, 613, 338, 625]
table-cell: এসএসসি বা সমমানের পরীক্ষায় পাশ। — [530, 822, 640, 843]
table-cell: রেজিস্ট্রার, ৫৬৫০০-৭৪৪০০/- বয়স : অনূর্ধ্ব ৫০ বছর — [36, 200, 274, 212]
table-row — [350, 213, 640, 234]
table-cell: ০১ জন — [480, 801, 530, 822]
subscription-answer: তাহলে আজই চাকরির খবর পত্রিকার গ্রাহক হোন। — [125, 1697, 303, 1708]
table-cell: ০১ জন — [867, 1021, 947, 1033]
post-table: নং, পদের নাম, বেতন পদ সংখ্যা যোগ্যতা ও অভিজ্ঞতা ১ রেজিস্ট্রার (রেজিস্ট্রার দপ্তর), ৩য় গ্রেড ০১ জন ২ গ্রন্থাগারিক (গ্রন্থাগার দপ্তর), ৩য় গ্রেড ০১ জন ৩ হিসাব নিয়ন্ত্রক (হিসাব নিয়ামক দপ্তর), ৩য় গ্রেড ০১ জন ৪ প্রধান প্রকৌশলী (প্রকৌশল দপ্তর), ৩য় গ্রেড ০১ জন ৫ পরীক্ষা নিয়ন্ত্রক (পরীক্ষা নিয়ন্ত্রক দপ্তর), ৩য় গ্রেড ০১ জন ৬ পরিচালক (পরিকল্পনা ও উন্নয়ন দপ্তর), ৩য় গ্রেড ০১ জন ৭ চিফ মেডিকেল অফিসার (মেডিকেল সেন্টার), ৩য় গ্রেড ০১ জন ৮ পরিচালক (আইসিটি সেল), ৩য় গ্রেড ০১ জন ৯ পরিচালক (শারীরিক শিক্ষা), ৩য় গ্রেড ০১ জন — [651, 970, 947, 1119]
table-cell: রেজিস্ট্রার (রেজিস্ট্রার দপ্তর), ৩য় গ্রেড — [675, 1009, 867, 1021]
continued-note: এরপর ২য় পৃষ্ঠায় দেখুন — [460, 363, 529, 373]
table-cell: ১৪ — [13, 346, 36, 358]
table-row — [13, 358, 338, 370]
table-cell: জনসংযোগ কর্মকর্তা, ২২০০০-৫৩০৬০/- বয়স : ৩২ বছর — [36, 322, 274, 334]
table-cell: ০১ জন — [274, 237, 337, 249]
company-listing — [962, 178, 1287, 250]
table-cell: ০১ জন — [480, 779, 530, 800]
table-row — [13, 297, 338, 309]
table-cell: ২২ — [350, 319, 372, 340]
table-cell: ৮ম শ্রেণী পাশ এবং ট্রেড সার্টিফিকেট। — [530, 779, 640, 800]
ad-body: তিতাস গ্যাস ট্রান্সমিশন এন্ড ডিস্ট্রিবিউশন পিএলসি এর চাকরিজীবীদের চিকিৎসা সেবা প্রদানের জন্য চুক্তিভিত্তিক মেডিকেল অফিসার নিয়োগের নিমিত্তে আগ্রহী প্রার্থীদের নিকট হতে আবেদনপত্র আহ্বান করা যাচ্ছে। আবেদনপত্র ২০ এপ্রিল ২০২৫ তারিখের মধ্যে সংশ্লিষ্ট দপ্তরে পৌঁছাতে হবে। বিস্তারিত তথ্য www.titasgas.org.bd ওয়েবসাইটে পাওয়া যাবে। — [656, 593, 942, 630]
table-cell: ০২ জন — [254, 1024, 338, 1036]
ad-sunamganj — [10, 52, 340, 457]
issue-date-text: ১৮ এপ্রিল ২০২৫ইং — [609, 26, 691, 37]
table-cell: প্রভাষক (মুদ্রিত বিজ্ঞান) - ১ উদ্ভিদবিদ্যা - ১ পরিবেশ বিজ্ঞান - ১ — [36, 613, 259, 625]
continued-note: এরপর ৩য় পৃষ্ঠায় দেখুন — [460, 844, 529, 854]
company-listing — [962, 393, 1287, 456]
